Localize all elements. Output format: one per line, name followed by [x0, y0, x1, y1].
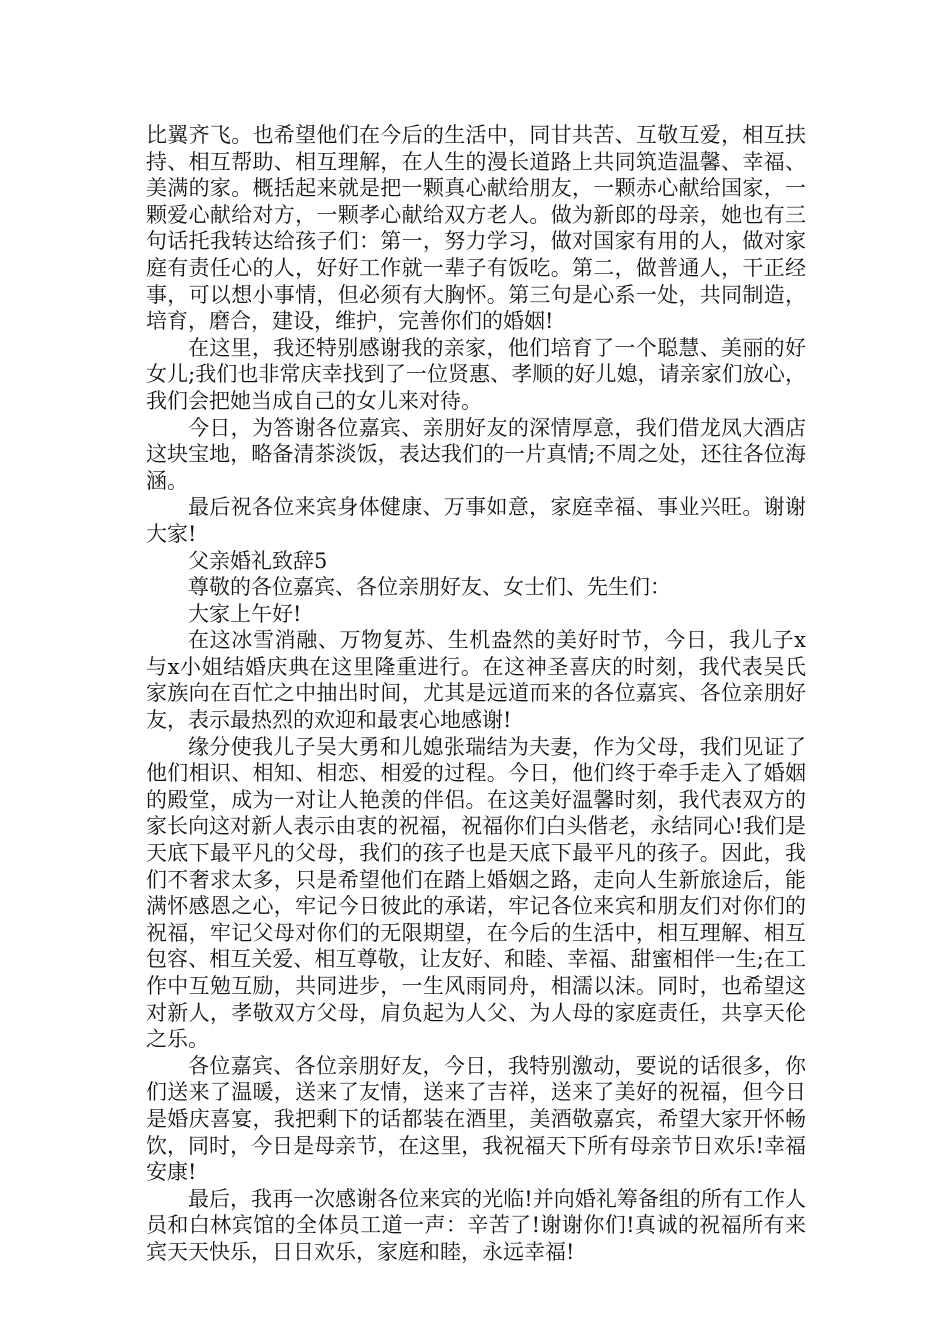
paragraph-banquet: 今日，为答谢各位嘉宾、亲朋好友的深情厚意，我们借龙凤大酒店这块宝地，略备清茶淡饭，表达我们的一片真情;不周之处，还往各位海涵。: [146, 415, 806, 493]
paragraph-welcome: 在这冰雪消融、万物复苏、生机盎然的美好时节，今日，我儿子x与x小姐结婚庆典在这里隆重进行。在这神圣喜庆的时刻，我代表吴氏家族向在百忙之中抽出时间，尤其是远道而来的各位嘉宾、各位亲朋好友，表示最热烈的欢迎和最衷心地感谢!: [146, 628, 806, 733]
paragraph-salutation: 尊敬的各位嘉宾、各位亲朋好友、女士们、先生们：: [188, 575, 671, 600]
paragraph-final-thanks: 最后，我再一次感谢各位来宾的光临!并向婚礼筹备组的所有工作人员和白林宾馆的全体员工道一声：辛苦了!谢谢你们!真诚的祝福所有来宾天天快乐，日日欢乐，家庭和睦，永远幸福!: [146, 1186, 806, 1264]
paragraph-greeting: 大家上午好!: [188, 601, 302, 626]
document-body: [146, 122, 806, 1266]
paragraph-continued: 比翼齐飞。也希望他们在今后的生活中，同甘共苦、互敬互爱，相互扶持、相互帮助、相互理解，在人生的漫长道路上共同筑造温馨、幸福、美满的家。概括起来就是把一颗真心献给朋友，一颗赤心献给国家，一颗爱心献给对方，一颗孝心献给双方老人。做为新郎的母亲，她也有三句话托我转达给孩子们：第一，努力学习，做对国家有用的人，做对家庭有责任心的人，好好工作就一辈子有饭吃。第二，做普通人，干正经事，可以想小事情，但必须有大胸怀。第三句是心系一处，共同制造，培育，磨合，建设，维护，完善你们的婚姻!: [146, 123, 806, 334]
paragraph-thanks-in-laws: 在这里，我还特别感谢我的亲家，他们培育了一个聪慧、美丽的好女儿;我们也非常庆幸找到了一位贤惠、孝顺的好儿媳，请亲家们放心，我们会把她当成自己的女儿来对待。: [146, 335, 806, 413]
section-heading: 父亲婚礼致辞5: [188, 548, 328, 573]
paragraph-blessing: 缘分使我儿子吴大勇和儿媳张瑞结为夫妻，作为父母，我们见证了他们相识、相知、相恋、相爱的过程。今日，他们终于牵手走入了婚姻的殿堂，成为一对让人艳羡的伴侣。在这美好温馨时刻，我代表双方的家长向这对新人表示由衷的祝福，祝福你们白头偕老，永结同心!我们是天底下最平凡的父母，我们的孩子也是天底下最平凡的孩子。因此，我们不奢求太多，只是希望他们在踏上婚姻之路，走向人生新旅途后，能满怀感恩之心，牢记今日彼此的承诺，牢记各位来宾和朋友们对你们的祝福，牢记父母对你们的无限期望，在今后的生活中，相互理解、相互包容、相互关爱、相互尊敬，让友好、和睦、幸福、甜蜜相伴一生;在工作中互勉互励，共同进步，一生风雨同舟，相濡以沫。同时，也希望这对新人，孝敬双方父母，肩负起为人父、为人母的家庭责任，共享天伦之乐。: [146, 734, 806, 1052]
paragraph-closing-wish: 最后祝各位来宾身体健康、万事如意，家庭幸福、事业兴旺。谢谢大家!: [146, 495, 806, 546]
paragraph-toast: 各位嘉宾、各位亲朋好友，今日，我特别激动，要说的话很多，你们送来了温暖，送来了友情，送来了吉祥，送来了美好的祝福，但今日是婚庆喜宴，我把剩下的话都装在酒里，美酒敬嘉宾，希望大家开怀畅饮，同时，今日是母亲节，在这里，我祝福天下所有母亲节日欢乐!幸福安康!: [146, 1053, 806, 1185]
